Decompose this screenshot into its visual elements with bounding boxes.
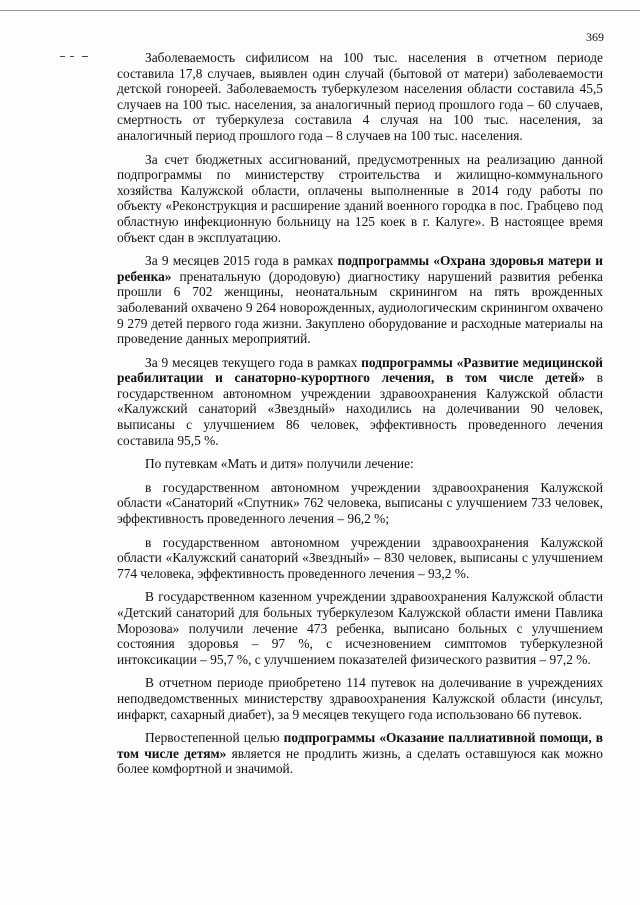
paragraph-text: Заболеваемость сифилисом на 100 тыс. населения в отчетном периоде составила 17,8 случаев, выявлен один случай (бытовой от матери) заболеваемости детской гонореей. Заболеваемость туберкулезом населения области составила 45,5 случаев на 100 тыс. населения, за аналогичный период прошлого года – 60 случаев, смертность от туберкулеза составила 4 случая на 100 тыс. населения, за аналогичный период прошлого года – 8 случаев на 100 тыс. населения. [117,50,603,143]
paragraph [117,355,603,449]
paragraph [117,152,603,246]
paragraph [117,675,603,722]
scan-specks [60,56,100,60]
paragraph [117,730,603,777]
paragraph-bold-text: подпрограммы «Оказание паллиативной помощи, в том числе детям» [117,730,603,761]
paragraph [117,253,603,347]
paragraph-text: За 9 месяцев текущего года в рамках [145,354,362,370]
paragraph-text: В государственном казенном учреждении здравоохранения Калужской области «Детский санаторий для больных туберкулезом Калужской области имени Павлика Морозова» получили лечение 473 ребенка, выписано больных с улучшением состояния здоровья – 97 %, с исчезновением симптомов туберкулезной интоксикации – 95,7 %, с улучшением показателей физического развития – 97,2 %. [117,589,603,667]
scan-top-rule [0,10,640,11]
paragraph-text: В отчетном периоде приобретено 114 путевок на долечивание в учреждениях неподведомственных министерству здравоохранения Калужской области (инсульт, инфаркт, сахарный диабет), за 9 месяцев текущего года использовано 66 путевок. [117,675,603,722]
paragraph-text: За 9 месяцев 2015 года в рамках [145,253,338,269]
paragraph-text: является не продлить жизнь, а сделать оставшуюся как можно более комфортной и значимой. [117,745,603,777]
paragraph [117,50,603,144]
paragraph-text: в государственном автономном учреждении здравоохранения Калужской области «Калужский санаторий «Звездный» – 830 человек, выписаны с улучшением 774 человека, эффективность проведенного лечения – 93,2 %. [117,534,603,581]
paragraph [117,589,603,667]
paragraph-bold-text: подпрограммы «Развитие медицинской реабилитации и санаторно-курортного лечения, в том числе детей» [117,354,603,386]
paragraph-text: По путевкам «Мать и дитя» получили лечение: [145,456,414,472]
paragraph-text: пренатальную (дородовую) диагностику нарушений развития ребенка прошли 6 702 женщины, неонатальным скринингом на пять врожденных заболеваний охвачено 9 264 новорожденных, аудиологическим скринингом охвачено 9 279 детей первого года жизни. Закуплено оборудование и расходные материалы на проведение данных мероприятий. [117,268,603,347]
paragraph [117,535,603,582]
paragraph-text: Первостепенной целью [145,730,284,746]
paragraph [117,480,603,527]
paragraph-bold-text: подпрограммы «Охрана здоровья матери и ребенка» [117,253,604,284]
paragraph-text: в государственном автономном учреждении здравоохранения Калужской области «Калужский санаторий «Звездный» находились на долечивании 90 человек, выписаны с улучшением 86 человек, эффективность проведенного лечения составила 95,5 %. [117,370,603,448]
paragraph-text: За счет бюджетных ассигнований, предусмотренных на реализацию данной подпрограммы по министерству строительства и жилищно-коммунального хозяйства Калужской области, оплачены выполненные в 2014 году работы по объекту «Реконструкция и расширение зданий военного городка в пос. Грабцево под областную инфекционную больницу на 125 коек в г. Калуге». В настоящее время объект сдан в эксплуатацию. [117,151,603,245]
page-number: 369 [586,30,604,44]
document-body [117,50,603,785]
paragraph [117,456,603,472]
paragraph-text: в государственном автономном учреждении здравоохранения Калужской области «Санаторий «Спутник» 762 человека, выписаны с улучшением 733 человек, эффективность проведенного лечения – 96,2 %; [117,479,603,527]
